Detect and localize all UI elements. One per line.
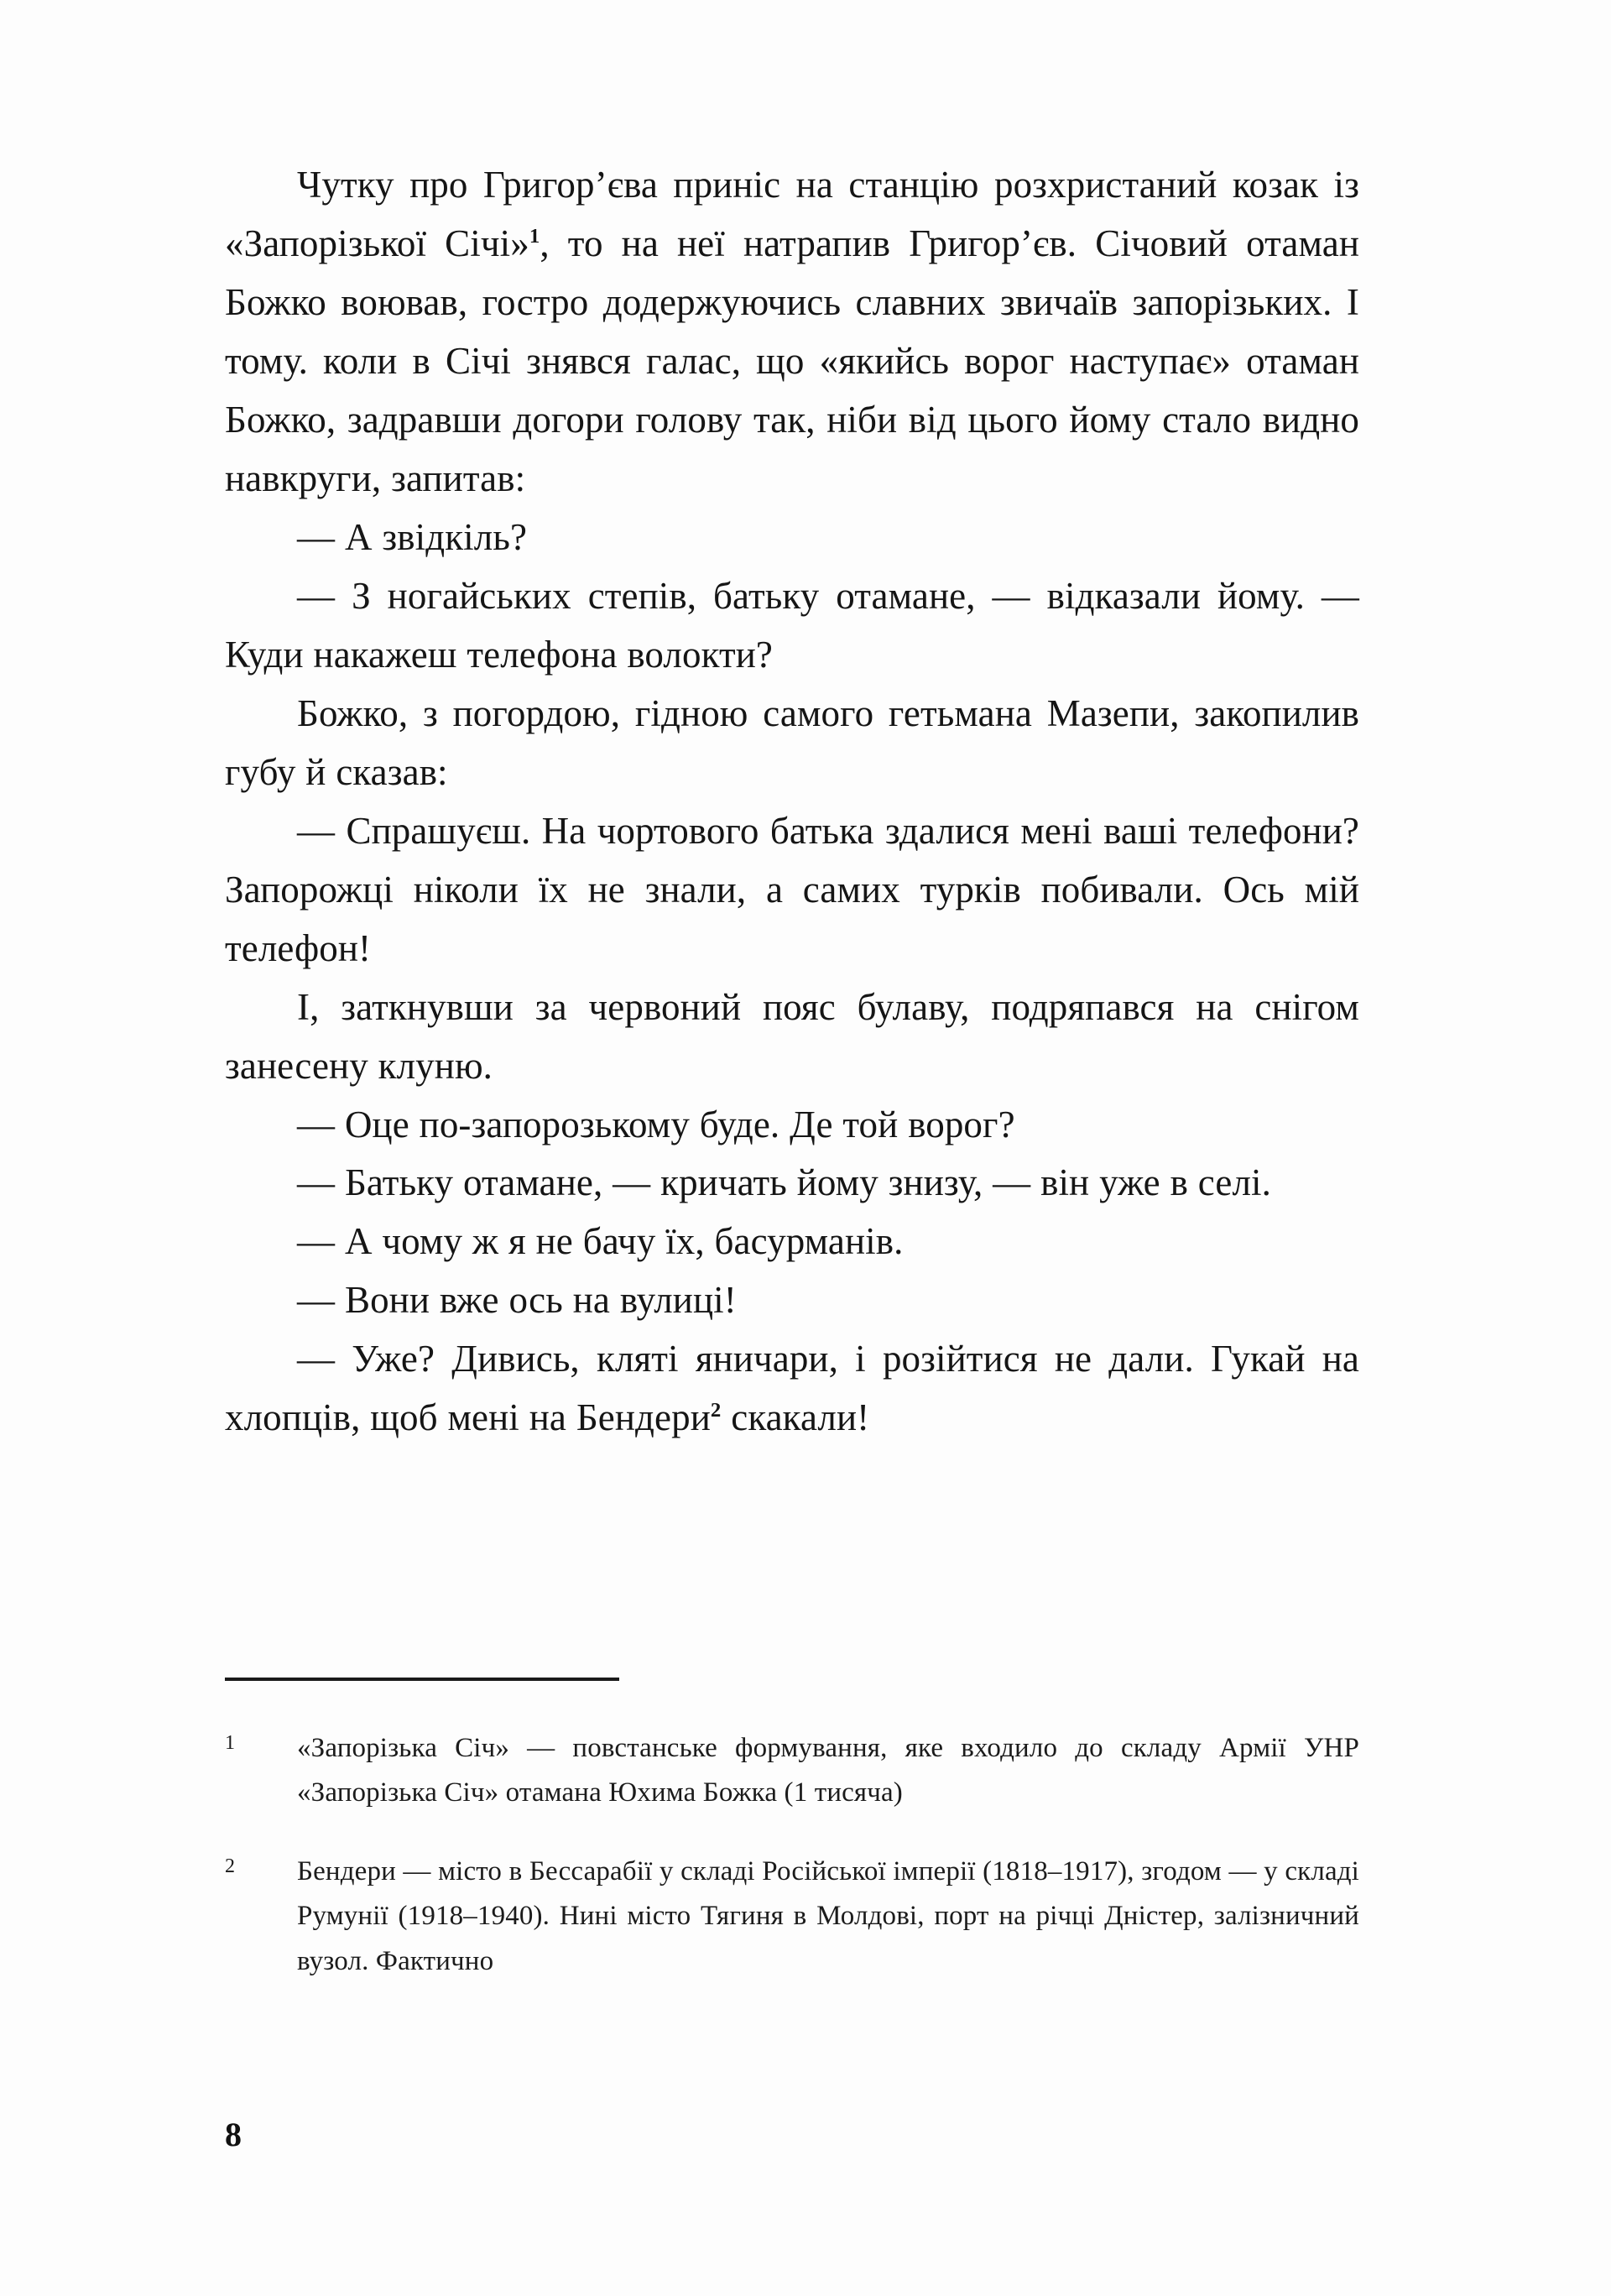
footnote-reference-1[interactable]: 1 — [529, 224, 540, 248]
paragraph-narrative: І, заткнувши за червоний пояс булаву, подряпався на снігом занесену клуню. — [225, 985, 1359, 1087]
footnote-text: «Запорізька Січ» — повстанське формування, яке входило до складу Армії УНР «Запорізька Січ» отамана Юхима Божка (1 тисяча) — [297, 1733, 1359, 1808]
paragraph-text-part: скакали! — [721, 1396, 870, 1439]
footnote-marker: 1 — [225, 1732, 235, 1754]
paragraph-dialogue: — Батьку отамане, — кричать йому знизу, — він уже в селі. — [297, 1161, 1272, 1204]
page-number: 8 — [225, 2116, 242, 2153]
paragraph-text-part: — Уже? Дивись, кляті яничари, і розійтися не дали. Гукай на хлопців, щоб мені на Бендери — [225, 1338, 1359, 1439]
paragraph-dialogue: — З ногайських степів, батьку отамане, — відказали йому. — Куди накажеш телефона волокти? — [225, 574, 1359, 676]
paragraph-dialogue: — А чому ж я не бачу їх, басурманів. — [297, 1220, 904, 1263]
footnote-reference-2[interactable]: 2 — [710, 1399, 722, 1422]
paragraph-narrative: Божко, з погордою, гідною самого гетьмана Мазепи, закопилив губу й сказав: — [225, 691, 1359, 793]
footnote-item — [225, 1850, 1359, 1984]
paragraph-dialogue: — Оце по-запорозькому буде. Де той ворог? — [297, 1103, 1015, 1145]
paragraph-text-part: , то на неї натрапив Григор’єв. Січовий отаман Божко воював, гостро додержуючись славних звичаїв запорізьких. І тому. коли в Січі знявся галас, що «якийсь ворог наступає» отаман Божко, задравши догори голову так, ніби від цього йому стало видно навкруги, запитав: — [225, 222, 1359, 499]
footnote-marker: 2 — [225, 1855, 235, 1877]
paragraph-dialogue: — Вони вже ось на вулиці! — [297, 1279, 737, 1322]
footnote-text: Бендери — місто в Бессарабії у складі Російської імперії (1818–1917), згодом — у складі Румунії (1918–1940). Нині місто Тягиня в Молдові, порт на річці Дністер, залізничний вузол. Фактично — [297, 1855, 1359, 1976]
paragraph-dialogue-last — [225, 1330, 1359, 1448]
footnotes-section — [225, 1678, 1359, 2017]
footnote-separator-rule — [225, 1678, 619, 1681]
footnote-item — [225, 1726, 1359, 1816]
paragraph-dialogue: — Спрашуєш. На чортового батька здалися мені ваші телефони? Запорожці ніколи їх не знали, а самих турків побивали. Ось мій телефон! — [225, 809, 1359, 969]
body-text-block — [225, 156, 1359, 1448]
paragraph-opening — [225, 156, 1359, 509]
paragraph-text-part: Чутку про Григор’єва приніс на станцію розхристаний козак із «Запорізької Січі» — [225, 164, 1359, 264]
paragraph-dialogue: — А звідкіль? — [297, 515, 528, 558]
